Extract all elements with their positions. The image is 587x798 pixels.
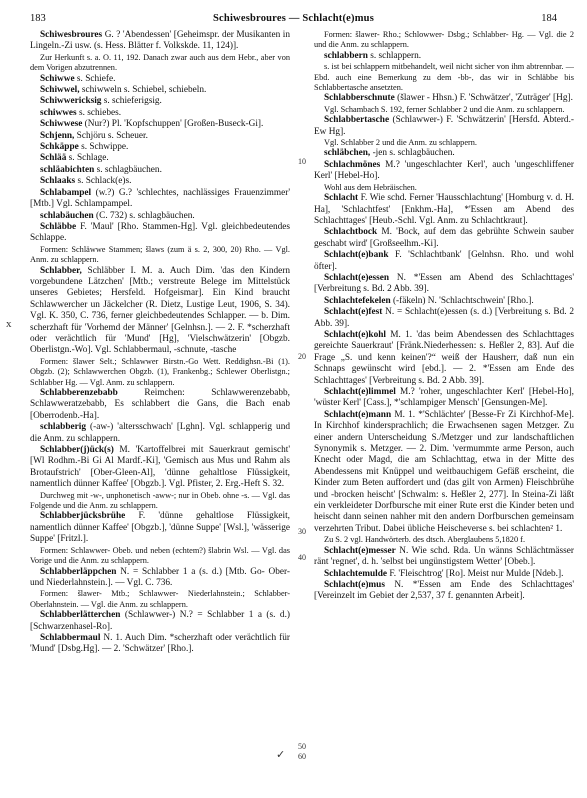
dictionary-entry: Schlacht(e)messer N. Wie schd. Rda. Un wänns Schlächtmässer ränt 'regnet', d. h. 'selbst bei ungünstigstem Wetter' [Obeb.]. (314, 545, 574, 568)
dictionary-entry: schläabichten s. schlagbäuchen. (40, 164, 162, 175)
headword: Schlaaks (40, 176, 76, 187)
line-number: 60 (298, 752, 306, 761)
headword: Schiwwericksig (40, 96, 102, 107)
headword: Schlacht (324, 193, 359, 204)
left-column (30, 30, 290, 792)
dictionary-entry: Schkäppe s. Schwippe. (40, 142, 129, 153)
dictionary-entry: Schlabberläppchen N. = Schlabber 1 a (s. d.) [Mtb. Go- Ober- und Niederlahnstein.]. — Vgl. C. 736. (30, 566, 290, 588)
dictionary-entry: Schlacht(e)bank F. 'Schlachtbank' [Gelnhsn. Rho. und wohl öfter]. (314, 250, 574, 272)
margin-mark-x: x (6, 318, 12, 330)
headword: Schlabber(j)ück(s) (40, 445, 114, 456)
headword: Schlabbermaul (40, 632, 101, 643)
headword: Schlacht(e)messer (324, 545, 396, 556)
dictionary-note: Formen: Schlawwer- Obeb. und neben (echtem?) šlabrin Wsl. — Vgl. das Vorige und die Anm. zu schlappern. (30, 545, 290, 566)
headword: Schlabbertasche (324, 115, 390, 126)
dictionary-entry: Schlacht F. Wie schd. Ferner 'Hausschlachtung' [Homburg v. d. H. Ha], 'Schlachtfest' [Enkhm.-Ha], *'Essen am Abend des Schlachttages' [Heub.-Schl. Vgl. Anm. zu Schlachtkraut]. (314, 193, 574, 226)
dictionary-note: Vgl. Schambach S. 192, ferner Schlabber 2 und die Anm. zu schlappern. (324, 104, 565, 114)
dictionary-entry: Schiwesbroures G. ? 'Abendessen' [Geheimspr. der Musikanten in Lingeln.-Zi usw. (s. Hess. Blätter f. Volkskde. 11, 124)]. (30, 30, 290, 52)
page-header (30, 10, 557, 26)
dictionary-note: s. ist bei schlappern mitbehandelt, weil nicht sicher von ihm abtrennbar. — Ebd. auch eine Bemerkung zu dem -bb-, das wir in Schläbbe bis Schlabbertasche ansetzten. (314, 62, 574, 93)
dictionary-entry: Schlabber, Schläbber I. M. a. Auch Dim. 'das den Kindern vorgebundene Lätzchen' [Mtb.; verstreute Belege im Mittelstück unseres Gebietes; Hersfeld. Hofgeismar]. Ein Kind braucht Schlawwercher un Jäckelcher (R. Dietz, Lustige Leut, 1906, S. 34). Vgl. K. 350, C. 736, ferner gleichbedeutendes Schlapper. — b. Dim. scherzhaft für 'Vorhemd der Männer' [Gelnhsn.]. — 2. F. *scherzhaft oder verächtlich für 'Mund' [Hg], 'Vielschwätzerin' [Obgzb. Oberlistgn.-Wo]. Vgl. Schlabbermaul, -schnute, -tasche (30, 265, 290, 356)
dictionary-entry: Schlacht(e)kohl M. 1. 'das beim Abendessen des Schlachttages gereichte Sauerkraut' [Fränk.Niederhessen: s. Heßler 2, 83]. Auf die Frage „S. und kenn keinen'?“ weiß der Hausherr, daß nun ein Schnaps gewünscht wird [ebd.]. — 2. *'Essen am Ende des Schlachttages' [Verbreitung s. Bd. 2 Abb. 39]. (314, 329, 574, 386)
headword: schlabbern (324, 50, 368, 61)
dictionary-entry: schlabäuchen (C. 732) s. schlagbäuchen. (40, 210, 195, 221)
dictionary-entry: Schlää s. Schlage. (40, 153, 109, 164)
dictionary-entry: Schlabber(j)ück(s) M. 'Kartoffelbrei mit Sauerkraut gemischt' [Wl Rodhm.-Bi Gi Al Mardf.-Ki], 'Gemisch aus Mus und Rahm als Brotaufstrich' [Ober-Gleen-Al], 'dünne gehaltlose Flüssigkeit, namentlich dünner Kaffee' [Obgzb.]. Vgl. Pfister, 2. Erg.-Heft S. 32. (30, 445, 290, 490)
dictionary-entry: Schläbbe F. 'Maul' [Rho. Stammen-Hg]. Vgl. gleichbedeutendes Schlappe. (30, 221, 290, 244)
headword: Schlabberjücksbrühe (40, 511, 126, 522)
dictionary-entry: Schlacht(e)essen N. *'Essen am Abend des Schlachttages' [Verbreitung s. Bd. 2 Abb. 39]. (314, 272, 574, 295)
dictionary-entry: Schlachmönes M.? 'ungeschlachter Kerl', auch 'ungeschliffener Kerl' [Hebel-Ho]. (314, 159, 574, 182)
line-number: 20 (298, 352, 306, 361)
page-number-left: 183 (30, 12, 46, 24)
dictionary-entry: schlabbern s. schlappern. (324, 50, 422, 61)
dictionary-entry: Schlachtefekelen (-fäkeln) N. 'Schlachtschwein' [Rho.]. (324, 295, 534, 306)
headword: Schlacht(e)fest (324, 307, 383, 318)
headword: Schlacht(e)kohl (324, 329, 386, 340)
dictionary-entry: Schlabberlätterchen (Schlawwer-) N.? = Schlabber 1 a (s. d.) [Schwarzenhasel-Ro]. (30, 610, 290, 632)
headword: Schlachmönes (324, 159, 381, 170)
headword: schläbchen, (324, 148, 371, 159)
headword: schiwwes (40, 107, 77, 118)
line-number: 40 (298, 553, 306, 562)
dictionary-note: Durchweg mit -w-, unphonetisch -aww-; nur in Obeb. ohne -s. — Vgl. das Folgende und die Anm. zu schlappern. (30, 490, 290, 511)
dictionary-note: Formen: šlawer Selt.; Schlawwer Birstn.-Go Wett. Reddighsn.-Bi (1). Obgzb. (2); Schlawwerchen Obgzb. (1), Frankenbg.; Schlewer Oberlistgn.; Schlabber Hg. — Vgl. Anm. zu schlappern. (30, 356, 290, 387)
dictionary-entry: Schlabberenzebabb Reimchen: Schlawwerenzebabb, Schlawweratzebabb, Es schlabbert die Gans, die Bach enab [Oberrodenb.-Ha]. (30, 388, 290, 421)
headword: Schlacht(e)mann (324, 409, 392, 420)
line-number: 30 (298, 527, 306, 536)
dictionary-entry: Schlabberschnute (šlawer - Hhsn.) F. 'Schwätzer', 'Zuträger' [Hg]. (324, 93, 573, 104)
dictionary-entry: Schlacht(e)mus N. *'Essen am Ende des Schlachttages' [Vereinzelt im Gebiet der 2,537, 37 f. genannten Arbeit]. (314, 579, 574, 602)
headword: Schjenn, (40, 130, 75, 141)
dictionary-entry: Schlabampel (w.?) G.? 'schlechtes, nachlässiges Frauenzimmer' [Mtb.] Vgl. Schlampampel. (30, 187, 290, 210)
dictionary-entry: Schjenn, Schjöru s. Scheuer. (40, 130, 148, 141)
dictionary-entry: Schlachtemulde F. 'Fleischtrog' [Ro]. Meist nur Mulde [Ndeb.]. (324, 568, 564, 579)
dictionary-entry: Schiwwese (Nur?) Pl. 'Kopfschuppen' [Großen-Buseck-Gi]. (40, 119, 264, 130)
headword: Schiwwese (40, 119, 83, 130)
headword: Schlacht(e)essen (324, 272, 390, 283)
headword: Schlabberenzebabb (40, 388, 118, 398)
headword: Schlabberläppchen (40, 566, 117, 577)
dictionary-note: Formen: šlawer- Mtb.; Schlawwer- Niederlahnstein.; Schlabber- Oberlahnstein. — Vgl. die Anm. zu schlappern. (30, 589, 290, 609)
dictionary-note: Vgl. Schlabber 2 und die Anm. zu schlappern. (324, 138, 477, 148)
dictionary-entry: Schiwwericksig s. schieferigsig. (40, 96, 162, 107)
headword: Schkäppe (40, 142, 79, 153)
dictionary-entry: Schiwwel, schiwweln s. Schiebel, schiebeln. (40, 85, 207, 96)
margin-mark-check: ✓ (276, 749, 286, 761)
dictionary-entry: schiwwes s. schiebes. (40, 107, 122, 118)
headword: Schlacht(e)bank (324, 250, 389, 261)
dictionary-entry: schläbchen, -jen s. schlagbäuchen. (324, 148, 455, 159)
headword: Schlabber, (40, 265, 82, 276)
headword: Schlabberschnute (324, 93, 395, 104)
headword: Schläbbe (40, 221, 77, 232)
dictionary-entry: Schlacht(e)mann M. 1. *'Schlächter' [Besse-Fr Zi Kirchhof-Me]. In Kirchhof kindersprachlich; die Erwachsenen sagen Metzger. Zu einer andern Unterscheidung S./Metzger und zur landschaftlichen Synonymik s. Metzger. — 2. Dim. 'vermummte arme Person, auch Knecht oder Magd, die am Schlachttag, etwa in der Mitte des Abendessens mit Knüppel und weitbauchigem Gefäß erscheint, die Kinder zum Beten auffordert und (das gilt von Armen) Fleischbrühe und -brocken heischt' [Schwalm: s. Heßler 2, 277]. In Steina-Zi läßt ein verkleideter Dorfbursche mit einer Rute erst die Kinder beten und heischt dann seinen nahher mit den andern Dorfburschen gemeinsam verzehrten Tribut. Dabei übliche Heischeverse s. bei schlachten² 1. (314, 409, 574, 534)
headword: Schlachtemulde (324, 568, 388, 579)
dictionary-entry: Schlabbertasche (Schlawwer-) F. 'Schwätzerin' [Hersfd. Abterd.-Ew Hg]. (314, 115, 574, 137)
right-column (314, 30, 574, 792)
dictionary-entry: Schlaaks s. Schlack(e)s. (40, 176, 132, 187)
dictionary-entry: Schlabberjücksbrühe F. 'dünne gehaltlose Flüssigkeit, namentlich dünner Kaffee' [Obgzb.], 'dünne Suppe' [Wsl.], 'wässerige Suppe' [Fritzl.]. (30, 511, 290, 545)
headword: Schiwesbroures (40, 30, 103, 40)
dictionary-note: Zu S. 2 vgl. Handwörterb. des dtsch. Aberglaubens 5,1820 f. (324, 535, 526, 545)
running-title: Schiwesbroures — Schlacht(e)mus (213, 12, 374, 24)
headword: Schlää (40, 153, 67, 164)
headword: Schlabberlätterchen (40, 610, 121, 621)
dictionary-entry: schlabberig (-aw-) 'altersschwach' [Lghn]. Vgl. schlapperig und die Anm. zu schlappern. (30, 422, 290, 444)
page-number-right: 184 (541, 12, 557, 24)
dictionary-note: Formen: šlawer- Rho.; Schlowwer- Dsbg.; Schlabber- Hg. — Vgl. die 2 und die Anm. zu schlappern. (314, 30, 574, 50)
headword: schläabichten (40, 164, 95, 175)
headword: schlabäuchen (40, 210, 94, 221)
dictionary-note: Wohl aus dem Hebräischen. (324, 182, 417, 192)
headword: Schiwwel, (40, 85, 80, 96)
headword: Schlabampel (40, 187, 92, 198)
dictionary-entry: Schlacht(e)limmel M.? 'roher, ungeschlachter Kerl' [Hebel-Ho], 'wüster Kerl' [Cass.], *'schlampiger Mensch' [Gensungen-Me]. (314, 387, 574, 409)
headword: Schlacht(e)limmel (324, 387, 396, 397)
headword: schlabberig (40, 422, 86, 433)
headword: Schlacht(e)mus (324, 579, 385, 590)
headword: Schiwwe (40, 73, 75, 84)
headword: Schlachtefekelen (324, 295, 391, 306)
line-number: 50 (298, 742, 306, 751)
dictionary-note: Formen: Schläwwe Stammen; šlaws (zum ä s. 2, 300, 20) Rho. — Vgl. Anm. zu schlappern. (30, 244, 290, 265)
dictionary-note: Zur Herkunft s. a. O. 11, 192. Danach zwar auch aus dem Hebr., aber von dem Vorigen abzutrennen. (30, 52, 290, 73)
dictionary-entry: Schlacht(e)fest N. = Schlacht(e)essen (s. d.) [Verbreitung s. Bd. 2 Abb. 39]. (314, 307, 574, 329)
line-number: 10 (298, 157, 306, 166)
dictionary-entry: Schlachtbock M. 'Bock, auf dem das gebrühte Schwein sauber geschabt wird' [Großseelhm.-Ki]. (314, 227, 574, 249)
dictionary-entry: Schiwwe s. Schiefe. (40, 73, 116, 84)
line-number-gutter (292, 30, 312, 792)
headword: Schlachtbock (324, 227, 378, 238)
dictionary-entry: Schlabbermaul N. 1. Auch Dim. *scherzhaft oder verächtlich für 'Mund' [Dsbg.Hg]. — 2. 'Schwätzer' [Rho.]. (30, 632, 290, 655)
